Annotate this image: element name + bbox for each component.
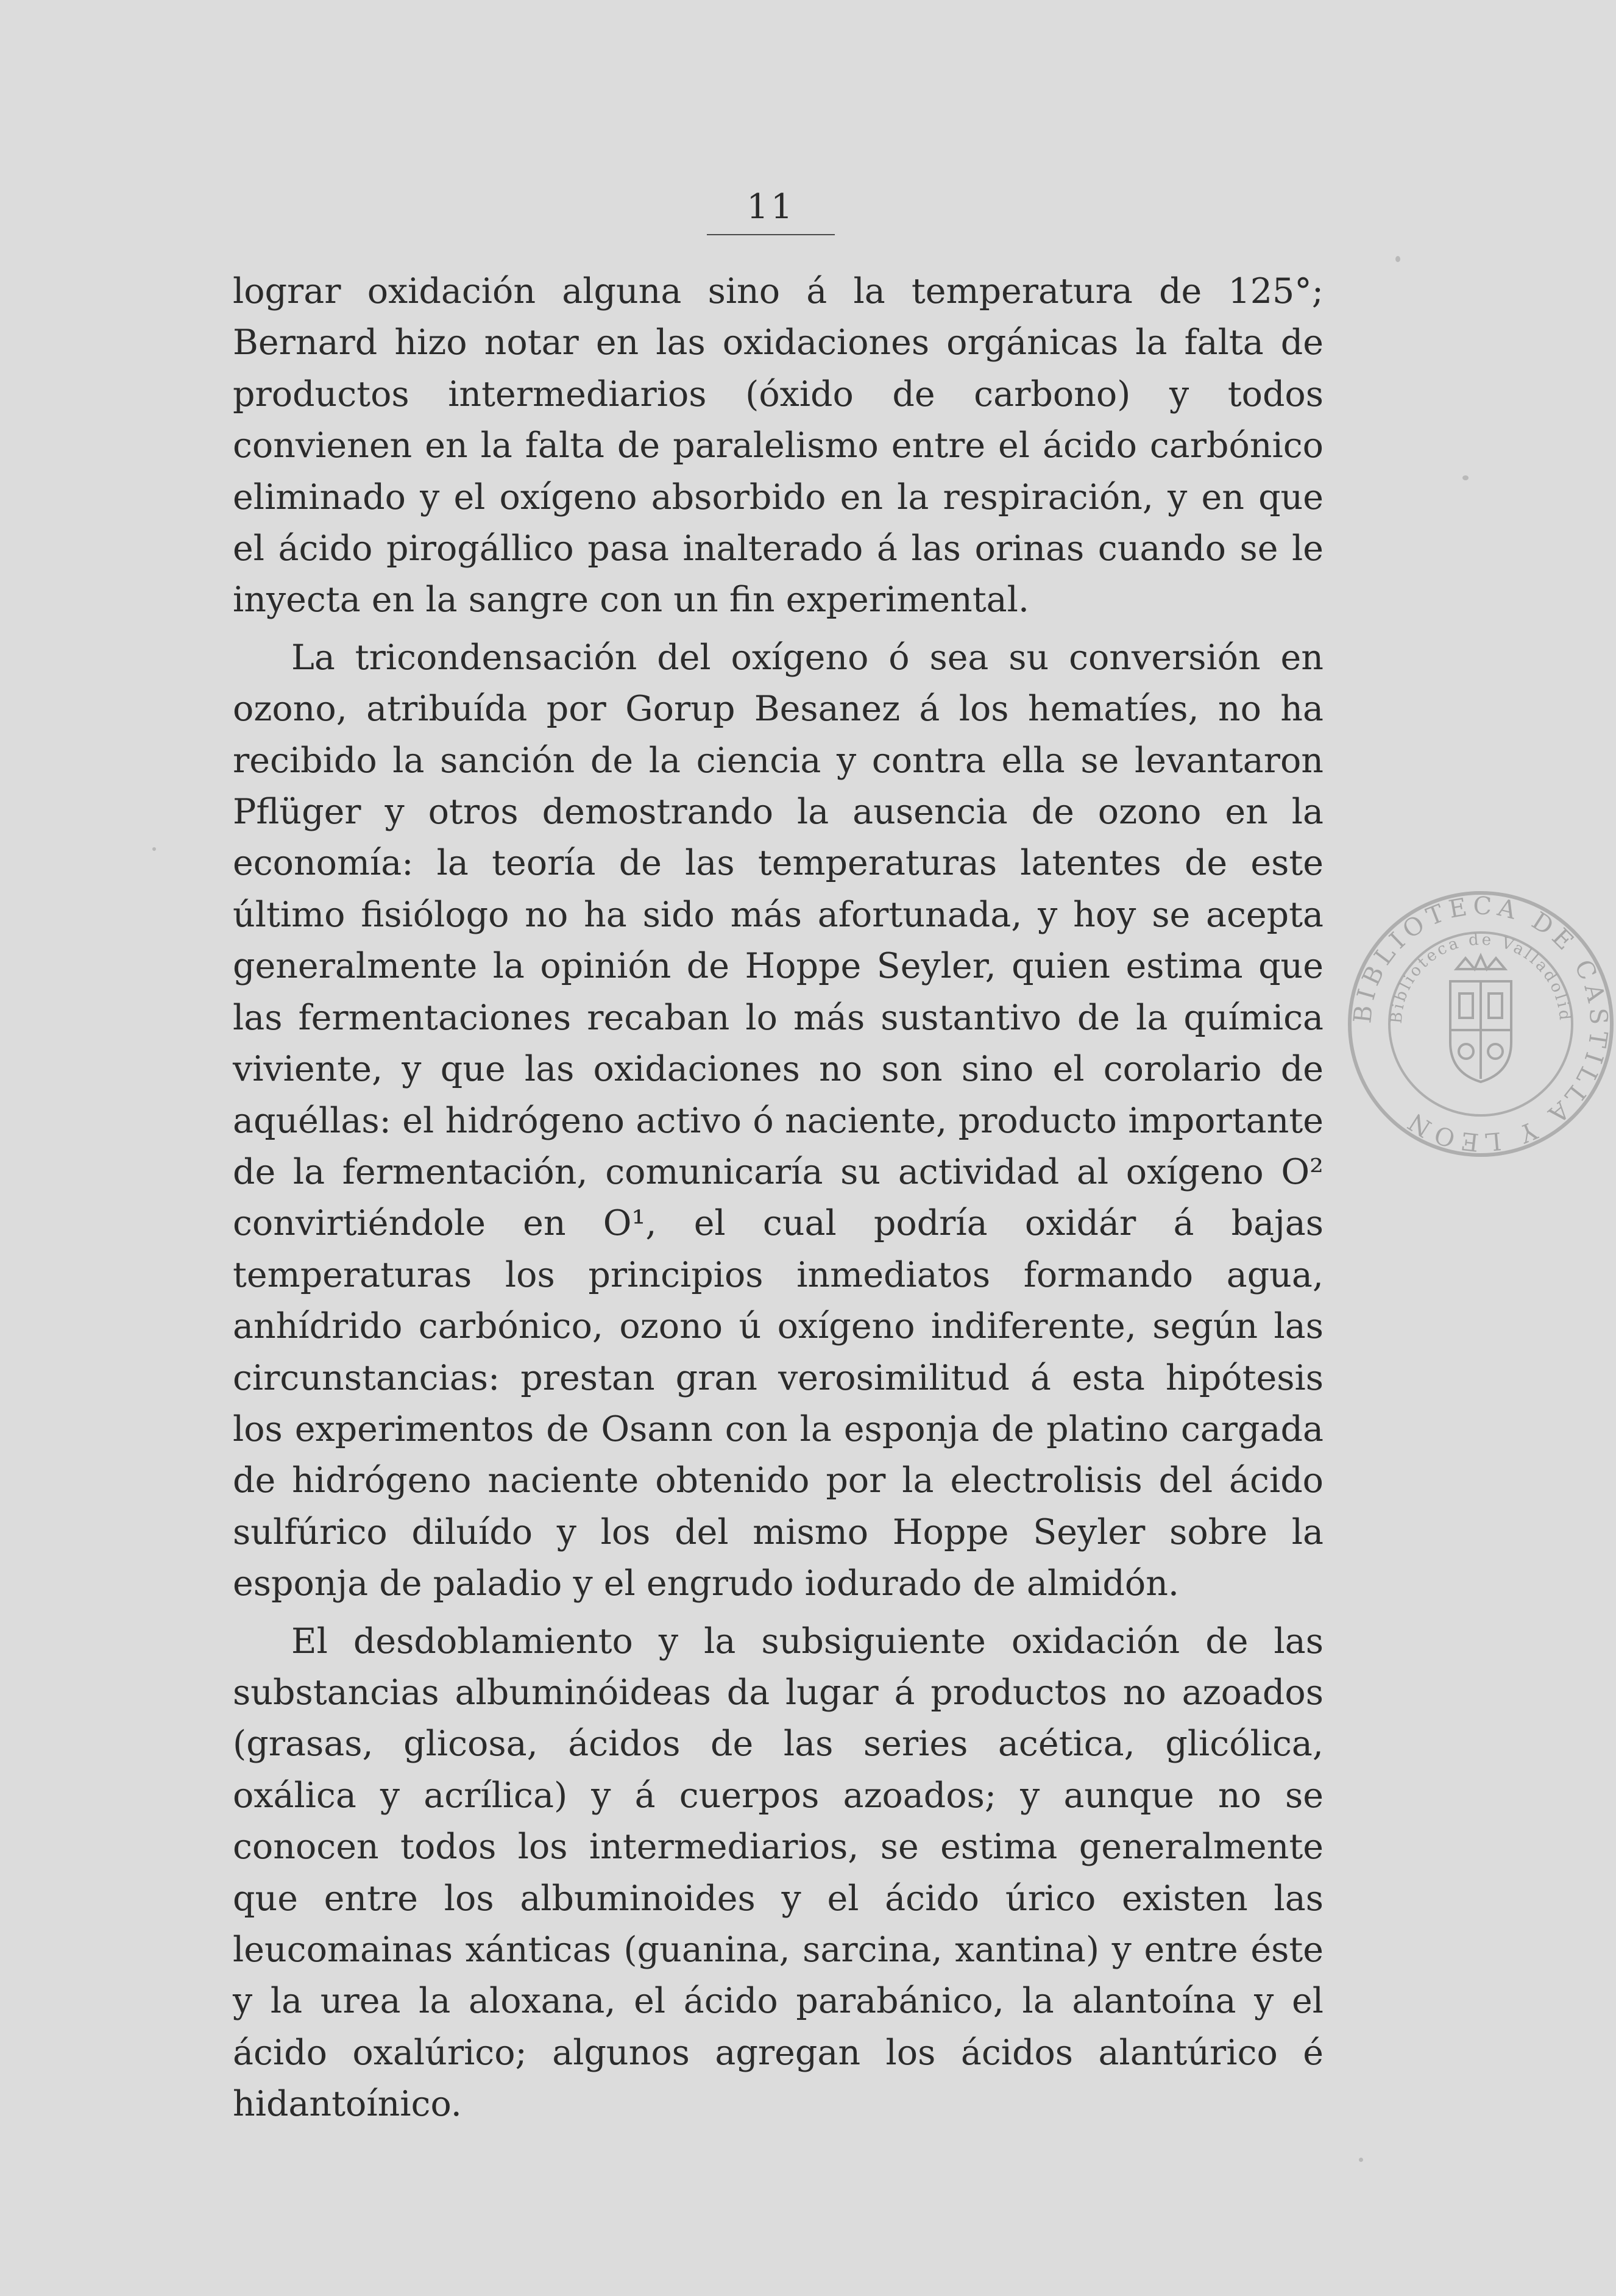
paper-speck (1395, 256, 1400, 262)
library-stamp (1334, 878, 1616, 1170)
page-number-rule (707, 234, 835, 235)
page-number: 11 (746, 187, 795, 227)
coat-of-arms-icon (1450, 956, 1511, 1082)
paper-speck (1462, 475, 1469, 480)
stamp-outer-text: BIBLIOTECA DE CASTILLA Y LEON (1348, 892, 1613, 1156)
paragraph-1: lograr oxidación alguna sino á la temperatura de 125°; Bernard hizo notar en las oxidaciones orgánicas la falta de productos intermediarios (óxido de carbono) y todos convienen en la falta de paralelismo entre el ácido carbónico eliminado y el oxígeno absorbido en la respiración, y en que el ácido pirogállico pasa inalterado á las orinas cuando se le inyecta en la sangre con un fin experimental. (233, 271, 1324, 620)
body-text (233, 266, 1324, 2136)
paragraph-2: La tricondensación del oxígeno ó sea su conversión en ozono, atribuída por Gorup Besanez á los hematíes, no ha recibido la sanción de la ciencia y contra ella se levantaron Pflüger y otros demostrando la ausencia de ozono en la economía: la teoría de las temperaturas latentes de este último fisiólogo no ha sido más afortunada, y hoy se acepta generalmente la opinión de Hoppe Seyler, quien estima que las fermentaciones recaban lo más sustantivo de la química viviente, y que las oxidaciones no son sino el corolario de aquéllas: el hidrógeno activo ó naciente, producto importante de la fermentación, comunicaría su actividad al oxígeno O² convirtiéndole en O¹, el cual podría oxidár á bajas temperaturas los principios inmediatos formando agua, anhídrido carbónico, ozono ú oxígeno indiferente, según las circunstancias: prestan gran verosimilitud á esta hipótesis los experimentos de Osann con la esponja de platino cargada de hidrógeno naciente obtenido por la electrolisis del ácido sulfúrico diluído y los del mismo Hoppe Seyler sobre la esponja de paladio y el engrudo iodurado de almidón. (233, 637, 1324, 1604)
paragraph-3: El desdoblamiento y la subsiguiente oxidación de las substancias albuminóideas da lugar á productos no azoados (grasas, glicosa, ácidos de las series acética, glicólica, oxálica y acrílica) y á cuerpos azoados; y aunque no se conocen todos los intermediarios, se estima generalmente que entre los albuminoides y el ácido úrico existen las leucomainas xánticas (guanina, sarcina, xantina) y entre éste y la urea la aloxana, el ácido parabánico, la alantoína y el ácido oxalúrico; algunos agregan los ácidos alantúrico é hidantoínico. (233, 1621, 1324, 2125)
stamp-inner-text: Biblioteca de Valladolid (1387, 930, 1575, 1025)
paper-speck (1359, 2158, 1363, 2162)
paper-speck (152, 847, 156, 851)
